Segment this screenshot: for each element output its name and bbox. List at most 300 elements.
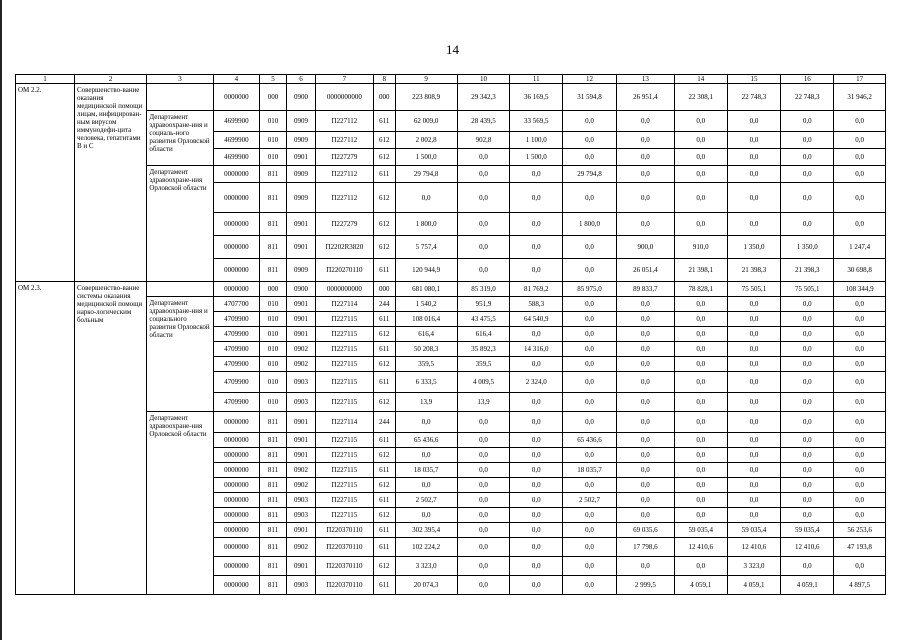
table-cell: 4709900 — [213, 312, 260, 327]
table-cell: 0,0 — [616, 183, 674, 213]
table-cell: 0900 — [287, 84, 316, 111]
table-cell: 4707700 — [213, 297, 260, 312]
table-cell: 30 698,8 — [834, 259, 886, 282]
table-cell: 811 — [260, 412, 287, 433]
table-cell: 0,0 — [727, 448, 781, 463]
table-cell: 0,0 — [563, 236, 617, 259]
table-cell: 0000000 — [213, 576, 260, 595]
table-cell: 010 — [260, 297, 287, 312]
table-cell: 0,0 — [395, 478, 457, 493]
table-cell: 0,0 — [834, 166, 886, 183]
table-cell: 0,0 — [616, 149, 674, 166]
table-cell: 0,0 — [510, 557, 563, 576]
table-cell: 78 828,1 — [674, 282, 727, 297]
table-cell: 811 — [260, 213, 287, 236]
table-cell: П227115 — [315, 357, 373, 372]
table-cell: 0901 — [287, 213, 316, 236]
table-cell: 0,0 — [616, 433, 674, 448]
table-cell: 0,0 — [727, 412, 781, 433]
table-cell: 612 — [373, 132, 395, 149]
table-cell: 14 316,0 — [510, 342, 563, 357]
table-cell: 010 — [260, 327, 287, 342]
table-cell: 0,0 — [834, 312, 886, 327]
table-cell: 0,0 — [616, 111, 674, 132]
table-cell: 0,0 — [674, 493, 727, 508]
table-cell: 0,0 — [616, 357, 674, 372]
table-cell: 612 — [373, 149, 395, 166]
table-cell: 85 319,0 — [457, 282, 510, 297]
table-cell: 12 410,6 — [727, 538, 781, 557]
table-cell: 0000000 — [213, 183, 260, 213]
table-cell: П227115 — [315, 327, 373, 342]
table-cell: П220370110 — [315, 538, 373, 557]
table-cell: 33 569,5 — [510, 111, 563, 132]
table-cell: 35 892,3 — [457, 342, 510, 357]
table-cell: 612 — [373, 183, 395, 213]
table-cell: 0,0 — [727, 297, 781, 312]
table-cell: 0,0 — [457, 576, 510, 595]
table-cell: 0900 — [287, 282, 316, 297]
table-cell: 4709900 — [213, 327, 260, 342]
table-cell: 0,0 — [781, 372, 834, 393]
table-cell: 0,0 — [563, 297, 617, 312]
table-cell: П227112 — [315, 183, 373, 213]
table-row — [16, 412, 886, 433]
event-code: ОМ 2.3. — [16, 282, 75, 595]
table-cell: 43 475,5 — [457, 312, 510, 327]
table-cell: 0,0 — [834, 183, 886, 213]
table-cell: 21 398,1 — [674, 259, 727, 282]
table-cell: 0,0 — [727, 213, 781, 236]
table-cell: 611 — [373, 312, 395, 327]
table-cell: 010 — [260, 111, 287, 132]
table-cell: 4 059,1 — [674, 576, 727, 595]
table-cell: 108 344,9 — [834, 282, 886, 297]
table-cell: 4709900 — [213, 357, 260, 372]
table-cell: 0000000 — [213, 84, 260, 111]
table-cell: 0,0 — [616, 478, 674, 493]
table-cell: 0,0 — [781, 132, 834, 149]
table-cell: 0000000 — [213, 557, 260, 576]
table-cell: 0,0 — [510, 523, 563, 538]
table-cell: 0,0 — [834, 478, 886, 493]
header-cell: 14 — [674, 75, 727, 84]
table-cell: 5 757,4 — [395, 236, 457, 259]
table-cell: П227115 — [315, 342, 373, 357]
table-cell: 811 — [260, 576, 287, 595]
table-row — [16, 84, 886, 111]
table-cell: 22 748,3 — [781, 84, 834, 111]
table-cell: 0,0 — [510, 433, 563, 448]
table-cell: 0,0 — [510, 259, 563, 282]
table-cell: 0,0 — [457, 493, 510, 508]
table-cell: 611 — [373, 523, 395, 538]
table-cell: 0,0 — [727, 463, 781, 478]
header-cell: 3 — [147, 75, 213, 84]
table-cell: 89 833,7 — [616, 282, 674, 297]
table-cell: 0,0 — [563, 448, 617, 463]
table-cell: 0,0 — [781, 557, 834, 576]
table-cell: 0,0 — [616, 412, 674, 433]
table-cell: 0,0 — [727, 149, 781, 166]
table-cell: 59 035,4 — [674, 523, 727, 538]
table-cell: П227114 — [315, 297, 373, 312]
table-cell: 611 — [373, 433, 395, 448]
header-cell: 16 — [781, 75, 834, 84]
table-cell: 0,0 — [510, 576, 563, 595]
table-cell: 0,0 — [510, 393, 563, 412]
header-cell: 12 — [563, 75, 617, 84]
table-cell: 0,0 — [727, 372, 781, 393]
table-cell: П227112 — [315, 111, 373, 132]
table-cell: 0000000 — [213, 166, 260, 183]
table-cell: 0909 — [287, 259, 316, 282]
table-cell: 13,9 — [395, 393, 457, 412]
table-cell: 31 946,2 — [834, 84, 886, 111]
table-cell: 2 324,0 — [510, 372, 563, 393]
table-cell: 47 193,8 — [834, 538, 886, 557]
table-cell: 0,0 — [563, 478, 617, 493]
header-cell: 7 — [315, 75, 373, 84]
table-cell: 0,0 — [727, 478, 781, 493]
table-cell: 223 808,9 — [395, 84, 457, 111]
table-cell: 26 051,4 — [616, 259, 674, 282]
table-cell: 0,0 — [563, 557, 617, 576]
table-cell: 0,0 — [834, 132, 886, 149]
table-cell: 611 — [373, 493, 395, 508]
table-cell: 811 — [260, 478, 287, 493]
table-cell: 50 208,3 — [395, 342, 457, 357]
table-cell: 0,0 — [457, 433, 510, 448]
table-row — [16, 282, 886, 297]
table-cell: 22 308,1 — [674, 84, 727, 111]
table-cell: 0,0 — [674, 393, 727, 412]
table-cell: 0,0 — [781, 149, 834, 166]
table-cell: 0909 — [287, 111, 316, 132]
table-cell: 0,0 — [563, 412, 617, 433]
table-cell: 0,0 — [674, 297, 727, 312]
header-cell: 4 — [213, 75, 260, 84]
table-cell: 0,0 — [616, 312, 674, 327]
table-cell: 0909 — [287, 132, 316, 149]
table-cell: 4 009,5 — [457, 372, 510, 393]
table-cell: П227115 — [315, 448, 373, 463]
table-cell: 0,0 — [457, 183, 510, 213]
table-cell: 0,0 — [674, 166, 727, 183]
table-cell: 0,0 — [727, 493, 781, 508]
executor-cell: Департамент здравоохране-ния и социаль-ного развития Орловской области — [147, 111, 213, 166]
table-cell: 0,0 — [834, 297, 886, 312]
table-cell: П227112 — [315, 166, 373, 183]
table-cell: 0903 — [287, 576, 316, 595]
table-cell: 811 — [260, 508, 287, 523]
table-cell: 000 — [373, 84, 395, 111]
table-cell: 0,0 — [727, 327, 781, 342]
table-cell: 0901 — [287, 433, 316, 448]
table-cell: 611 — [373, 538, 395, 557]
table-cell: 0000000000 — [315, 282, 373, 297]
page-edge-line — [0, 0, 2, 640]
table-cell: 0,0 — [616, 393, 674, 412]
table-cell: 0,0 — [395, 183, 457, 213]
header-row — [16, 75, 886, 84]
table-cell: 21 398,3 — [781, 259, 834, 282]
table-cell: 0,0 — [457, 213, 510, 236]
table-cell: 0,0 — [395, 508, 457, 523]
table-cell: 0,0 — [674, 149, 727, 166]
table-cell: 4709900 — [213, 372, 260, 393]
table-cell: 0000000 — [213, 433, 260, 448]
table-cell: 6 333,5 — [395, 372, 457, 393]
table-cell: 0,0 — [563, 523, 617, 538]
table-cell: 0,0 — [674, 412, 727, 433]
table-cell: 4 897,5 — [834, 576, 886, 595]
table-cell: 0,0 — [563, 538, 617, 557]
table-cell: 244 — [373, 412, 395, 433]
table-cell: 0901 — [287, 448, 316, 463]
table-cell: 0,0 — [563, 393, 617, 412]
table-cell: 0909 — [287, 166, 316, 183]
table-cell: 4 059,1 — [781, 576, 834, 595]
table-cell: 0,0 — [457, 478, 510, 493]
table-cell: 0902 — [287, 342, 316, 357]
table-cell: 000 — [373, 282, 395, 297]
table-cell: 0,0 — [457, 149, 510, 166]
table-cell: 3 323,0 — [727, 557, 781, 576]
table-cell: 811 — [260, 183, 287, 213]
table-cell: 1 100,0 — [510, 132, 563, 149]
table-cell: 010 — [260, 357, 287, 372]
table-cell: 0,0 — [834, 393, 886, 412]
table-cell: 000 — [260, 84, 287, 111]
table-cell: 010 — [260, 342, 287, 357]
table-cell: 0,0 — [457, 538, 510, 557]
table-cell: 0,0 — [781, 327, 834, 342]
table-cell: 0,0 — [834, 557, 886, 576]
table-cell: П227115 — [315, 393, 373, 412]
table-cell: 0,0 — [563, 327, 617, 342]
table-cell: 0,0 — [563, 149, 617, 166]
table-cell: 811 — [260, 259, 287, 282]
table-cell: П220370110 — [315, 523, 373, 538]
table-cell: П220370110 — [315, 576, 373, 595]
table-cell: 0903 — [287, 508, 316, 523]
table-cell: 0,0 — [563, 508, 617, 523]
table-cell: 0000000 — [213, 508, 260, 523]
table-cell: 0,0 — [834, 327, 886, 342]
table-cell: 0,0 — [616, 508, 674, 523]
table-cell: 0,0 — [510, 412, 563, 433]
table-cell: 010 — [260, 372, 287, 393]
table-cell: 65 436,6 — [395, 433, 457, 448]
table-cell: 0,0 — [457, 259, 510, 282]
event-name: Совершенство-вание системы оказания медицинской помощи нарко-логическим больным — [74, 282, 146, 595]
table-cell: 0,0 — [563, 259, 617, 282]
header-cell: 15 — [727, 75, 781, 84]
table-cell: 0,0 — [781, 412, 834, 433]
table-cell: П227115 — [315, 508, 373, 523]
table-cell: 0000000 — [213, 213, 260, 236]
table-cell: 3 323,0 — [395, 557, 457, 576]
table-cell: 0,0 — [510, 463, 563, 478]
table-cell: 0,0 — [616, 557, 674, 576]
header-cell: 5 — [260, 75, 287, 84]
table-cell: 59 035,4 — [727, 523, 781, 538]
table-cell: 612 — [373, 236, 395, 259]
table-cell: 0,0 — [563, 111, 617, 132]
table-cell: 0,0 — [563, 576, 617, 595]
table-cell: 0,0 — [781, 312, 834, 327]
table-cell: 4699900 — [213, 111, 260, 132]
table-cell: 0,0 — [781, 448, 834, 463]
table-cell: 0,0 — [834, 433, 886, 448]
table-cell: 0,0 — [674, 111, 727, 132]
table-cell: 20 074,3 — [395, 576, 457, 595]
table-cell: 0000000 — [213, 236, 260, 259]
table-cell: 0909 — [287, 183, 316, 213]
table-cell: 0,0 — [510, 183, 563, 213]
header-cell: 17 — [834, 75, 886, 84]
header-cell: 13 — [616, 75, 674, 84]
table-cell: 0,0 — [727, 508, 781, 523]
table-cell: 302 395,4 — [395, 523, 457, 538]
table-cell: 811 — [260, 166, 287, 183]
table-cell: 17 798,6 — [616, 538, 674, 557]
table-cell: 0,0 — [727, 312, 781, 327]
executor-cell — [147, 282, 213, 297]
table-cell: 0,0 — [781, 183, 834, 213]
table-cell: 0,0 — [834, 372, 886, 393]
table-cell: 4709900 — [213, 393, 260, 412]
table-cell: 65 436,6 — [563, 433, 617, 448]
table-cell: 75 505,1 — [727, 282, 781, 297]
table-cell: 811 — [260, 448, 287, 463]
table-cell: 811 — [260, 236, 287, 259]
table-cell: 0,0 — [395, 448, 457, 463]
table-cell: 0,0 — [510, 448, 563, 463]
table-cell: 811 — [260, 463, 287, 478]
table-cell: 611 — [373, 342, 395, 357]
table-cell: 0,0 — [563, 342, 617, 357]
table-cell: 0901 — [287, 523, 316, 538]
table-cell: 0901 — [287, 312, 316, 327]
table-cell: 0,0 — [727, 111, 781, 132]
table-cell: 0000000 — [213, 538, 260, 557]
table-cell: 811 — [260, 557, 287, 576]
table-cell: 0,0 — [616, 448, 674, 463]
table-cell: 85 975,0 — [563, 282, 617, 297]
table-cell: 29 794,8 — [395, 166, 457, 183]
table-cell: 1 540,2 — [395, 297, 457, 312]
table-cell: 4699900 — [213, 132, 260, 149]
table-cell: 0,0 — [834, 448, 886, 463]
table-cell: П2202R3820 — [315, 236, 373, 259]
table-cell: 0901 — [287, 149, 316, 166]
table-cell: 0,0 — [781, 433, 834, 448]
table-cell: 0,0 — [616, 463, 674, 478]
table-cell: 0,0 — [616, 297, 674, 312]
table-cell: 0,0 — [781, 393, 834, 412]
table-cell: 1 500,0 — [395, 149, 457, 166]
table-cell: П227115 — [315, 312, 373, 327]
table-cell: 81 769,2 — [510, 282, 563, 297]
header-cell: 10 — [457, 75, 510, 84]
executor-cell — [147, 84, 213, 111]
table-cell: 0,0 — [510, 327, 563, 342]
table-cell: 2 502,7 — [563, 493, 617, 508]
table-cell: 0,0 — [457, 508, 510, 523]
table-cell: 0,0 — [674, 433, 727, 448]
table-cell: 0,0 — [510, 493, 563, 508]
table-cell: 0,0 — [616, 342, 674, 357]
table-cell: 0,0 — [781, 493, 834, 508]
table-cell: П220270110 — [315, 259, 373, 282]
budget-table — [15, 74, 886, 595]
table-cell: 29 794,8 — [563, 166, 617, 183]
table-row — [16, 166, 886, 183]
table-cell: 22 748,3 — [727, 84, 781, 111]
table-cell: 0,0 — [834, 508, 886, 523]
table-cell: 0000000 — [213, 493, 260, 508]
table-cell: 1 247,4 — [834, 236, 886, 259]
table-cell: 0,0 — [834, 213, 886, 236]
table-cell: 0,0 — [616, 166, 674, 183]
table-cell: 616,4 — [395, 327, 457, 342]
table-cell: П227115 — [315, 463, 373, 478]
table-cell: 0,0 — [510, 236, 563, 259]
table-cell: 0,0 — [457, 412, 510, 433]
table-cell: 359,5 — [457, 357, 510, 372]
table-cell: 010 — [260, 393, 287, 412]
table-cell: 0000000 — [213, 463, 260, 478]
table-cell: 0901 — [287, 236, 316, 259]
table-cell: 811 — [260, 538, 287, 557]
table-cell: 000 — [260, 282, 287, 297]
table-cell: 0,0 — [563, 357, 617, 372]
table-cell: 12 410,6 — [674, 538, 727, 557]
table-cell: 611 — [373, 576, 395, 595]
table-cell: 0,0 — [727, 183, 781, 213]
table-cell: 951,9 — [457, 297, 510, 312]
table-cell: 0,0 — [510, 508, 563, 523]
table-cell: 612 — [373, 357, 395, 372]
table-cell: 102 224,2 — [395, 538, 457, 557]
table-cell: 611 — [373, 111, 395, 132]
executor-cell: Департамент здравоохране-ния Орловской области — [147, 412, 213, 595]
table-cell: 588,3 — [510, 297, 563, 312]
table-cell: П220370110 — [315, 557, 373, 576]
table-cell: 0,0 — [781, 166, 834, 183]
table-cell: 0000000 — [213, 448, 260, 463]
table-cell: П227112 — [315, 132, 373, 149]
table-cell: 0,0 — [616, 213, 674, 236]
header-cell: 9 — [395, 75, 457, 84]
table-cell: 0902 — [287, 478, 316, 493]
table-cell: 244 — [373, 297, 395, 312]
table-cell: 0000000 — [213, 478, 260, 493]
table-cell: 56 253,6 — [834, 523, 886, 538]
table-cell: 010 — [260, 132, 287, 149]
table-cell: 0,0 — [674, 372, 727, 393]
table-cell: 2 002,8 — [395, 132, 457, 149]
table-cell: П227279 — [315, 213, 373, 236]
table-cell: 0,0 — [457, 523, 510, 538]
table-cell: 0,0 — [834, 463, 886, 478]
table-cell: 612 — [373, 508, 395, 523]
table-cell: 0,0 — [616, 493, 674, 508]
table-cell: 0,0 — [674, 213, 727, 236]
table-cell: 2 999,5 — [616, 576, 674, 595]
